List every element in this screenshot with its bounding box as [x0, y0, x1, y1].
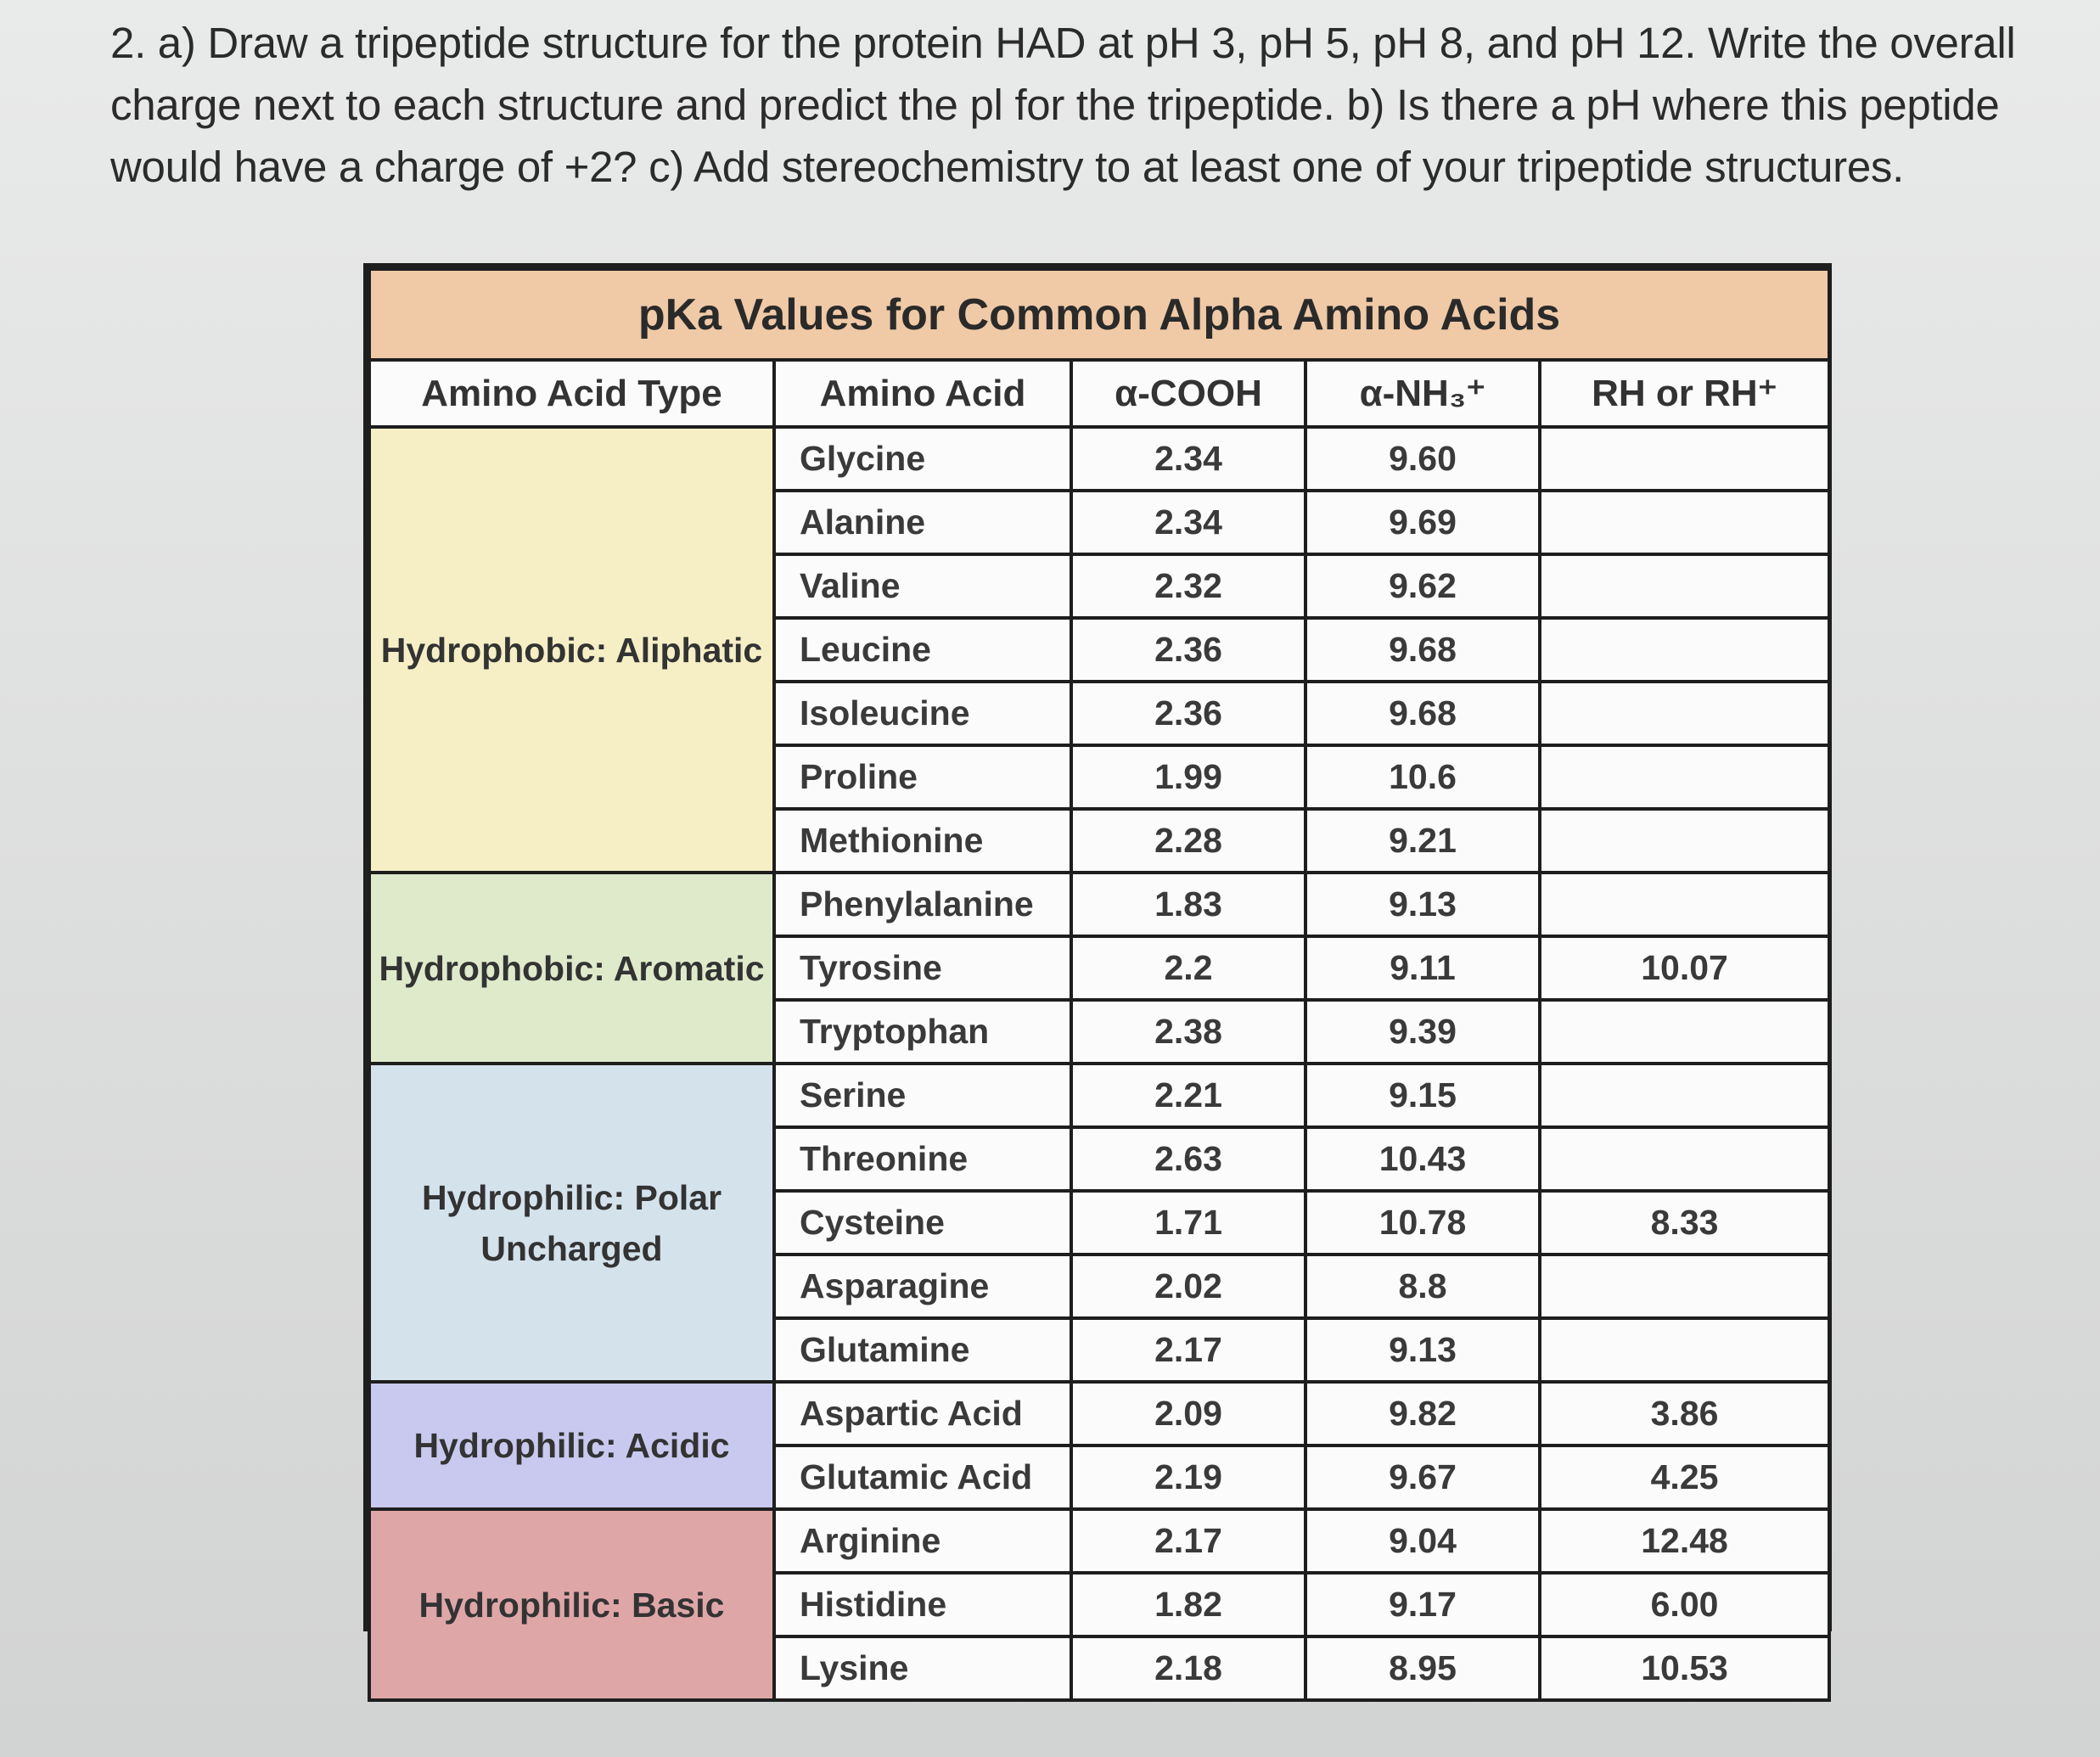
alpha-nh3-cell: 9.67 — [1305, 1445, 1540, 1509]
amino-acid-name-cell: Phenylalanine — [774, 873, 1071, 936]
alpha-cooh-cell: 1.83 — [1071, 873, 1305, 936]
alpha-nh3-cell: 9.68 — [1305, 682, 1540, 745]
amino-acid-name-cell: Cysteine — [774, 1191, 1071, 1255]
alpha-cooh-cell: 2.28 — [1071, 809, 1305, 873]
amino-acid-name-cell: Lysine — [774, 1636, 1071, 1700]
rh-cell — [1540, 809, 1829, 873]
rh-cell — [1540, 873, 1829, 936]
rh-cell — [1540, 491, 1829, 554]
alpha-cooh-cell: 2.63 — [1071, 1127, 1305, 1191]
alpha-nh3-cell: 10.6 — [1305, 745, 1540, 809]
amino-acid-name-cell: Alanine — [774, 491, 1071, 554]
amino-acid-name-cell: Tyrosine — [774, 936, 1071, 1000]
alpha-nh3-cell: 9.04 — [1305, 1509, 1540, 1573]
alpha-nh3-cell: 9.13 — [1305, 873, 1540, 936]
table-title: pKa Values for Common Alpha Amino Acids — [369, 269, 1829, 360]
table-row — [369, 1509, 1829, 1573]
column-header-type: Amino Acid Type — [369, 360, 774, 427]
alpha-cooh-cell: 2.19 — [1071, 1445, 1305, 1509]
alpha-cooh-cell: 2.2 — [1071, 936, 1305, 1000]
column-header-alpha-cooh: α-COOH — [1071, 360, 1305, 427]
alpha-cooh-cell: 2.38 — [1071, 1000, 1305, 1064]
amino-acid-type-cell: Hydrophobic: Aromatic — [369, 873, 774, 1064]
alpha-cooh-cell: 2.02 — [1071, 1255, 1305, 1318]
alpha-nh3-cell: 9.82 — [1305, 1382, 1540, 1445]
rh-cell — [1540, 1064, 1829, 1127]
amino-acid-name-cell: Histidine — [774, 1573, 1071, 1636]
rh-cell — [1540, 682, 1829, 745]
alpha-cooh-cell: 2.34 — [1071, 491, 1305, 554]
column-header-amino-acid: Amino Acid — [774, 360, 1071, 427]
amino-acid-name-cell: Proline — [774, 745, 1071, 809]
amino-acid-name-cell: Arginine — [774, 1509, 1071, 1573]
amino-acid-name-cell: Tryptophan — [774, 1000, 1071, 1064]
pka-table — [363, 263, 1832, 1687]
amino-acid-name-cell: Glutamine — [774, 1318, 1071, 1382]
alpha-cooh-cell: 1.82 — [1071, 1573, 1305, 1636]
amino-acid-name-cell: Threonine — [774, 1127, 1071, 1191]
rh-cell — [1540, 1318, 1829, 1382]
alpha-nh3-cell: 9.11 — [1305, 936, 1540, 1000]
question-line: charge next to each structure and predict the pl for the tripeptide. b) Is there a pH where this peptide — [110, 81, 2000, 129]
alpha-cooh-cell: 2.17 — [1071, 1318, 1305, 1382]
rh-cell: 6.00 — [1540, 1573, 1829, 1636]
column-header-alpha-nh3: α-NH₃⁺ — [1305, 360, 1540, 427]
amino-acid-name-cell: Isoleucine — [774, 682, 1071, 745]
amino-acid-name-cell: Methionine — [774, 809, 1071, 873]
rh-cell — [1540, 1000, 1829, 1064]
rh-cell: 10.07 — [1540, 936, 1829, 1000]
alpha-cooh-cell: 1.99 — [1071, 745, 1305, 809]
alpha-cooh-cell: 2.17 — [1071, 1509, 1305, 1573]
rh-cell — [1540, 1255, 1829, 1318]
alpha-nh3-cell: 8.8 — [1305, 1255, 1540, 1318]
alpha-nh3-cell: 9.60 — [1305, 427, 1540, 491]
alpha-cooh-cell: 2.21 — [1071, 1064, 1305, 1127]
rh-cell: 3.86 — [1540, 1382, 1829, 1445]
rh-cell: 12.48 — [1540, 1509, 1829, 1573]
rh-cell — [1540, 1127, 1829, 1191]
rh-cell — [1540, 554, 1829, 618]
alpha-cooh-cell: 2.36 — [1071, 682, 1305, 745]
pka-table-grid — [368, 267, 1831, 1702]
amino-acid-type-cell: Hydrophilic: Basic — [369, 1509, 774, 1700]
alpha-cooh-cell: 2.34 — [1071, 427, 1305, 491]
alpha-cooh-cell: 1.71 — [1071, 1191, 1305, 1255]
alpha-nh3-cell: 9.68 — [1305, 618, 1540, 682]
column-header-rh: RH or RH⁺ — [1540, 360, 1829, 427]
alpha-cooh-cell: 2.36 — [1071, 618, 1305, 682]
question-line: 2. a) Draw a tripeptide structure for the protein HAD at pH 3, pH 5, pH 8, and pH 12. Write the overall — [110, 19, 2016, 67]
rh-cell — [1540, 618, 1829, 682]
rh-cell: 4.25 — [1540, 1445, 1829, 1509]
table-row — [369, 873, 1829, 936]
alpha-nh3-cell: 8.95 — [1305, 1636, 1540, 1700]
rh-cell — [1540, 427, 1829, 491]
rh-cell — [1540, 745, 1829, 809]
alpha-nh3-cell: 10.43 — [1305, 1127, 1540, 1191]
alpha-nh3-cell: 9.21 — [1305, 809, 1540, 873]
table-row — [369, 1382, 1829, 1445]
rh-cell: 10.53 — [1540, 1636, 1829, 1700]
alpha-nh3-cell: 9.17 — [1305, 1573, 1540, 1636]
amino-acid-name-cell: Glutamic Acid — [774, 1445, 1071, 1509]
amino-acid-name-cell: Glycine — [774, 427, 1071, 491]
alpha-cooh-cell: 2.32 — [1071, 554, 1305, 618]
amino-acid-type-cell: Hydrophilic: Polar Uncharged — [369, 1064, 774, 1382]
table-row — [369, 427, 1829, 491]
amino-acid-name-cell: Valine — [774, 554, 1071, 618]
alpha-nh3-cell: 9.39 — [1305, 1000, 1540, 1064]
amino-acid-name-cell: Serine — [774, 1064, 1071, 1127]
amino-acid-name-cell: Leucine — [774, 618, 1071, 682]
alpha-nh3-cell: 9.62 — [1305, 554, 1540, 618]
alpha-nh3-cell: 9.15 — [1305, 1064, 1540, 1127]
alpha-nh3-cell: 9.69 — [1305, 491, 1540, 554]
question-line: would have a charge of +2? c) Add stereochemistry to at least one of your tripeptide structures. — [110, 143, 1904, 191]
amino-acid-name-cell: Aspartic Acid — [774, 1382, 1071, 1445]
amino-acid-name-cell: Asparagine — [774, 1255, 1071, 1318]
alpha-cooh-cell: 2.18 — [1071, 1636, 1305, 1700]
rh-cell: 8.33 — [1540, 1191, 1829, 1255]
table-row — [369, 1064, 1829, 1127]
alpha-nh3-cell: 9.13 — [1305, 1318, 1540, 1382]
question-text — [110, 12, 2020, 198]
alpha-nh3-cell: 10.78 — [1305, 1191, 1540, 1255]
amino-acid-type-cell: Hydrophobic: Aliphatic — [369, 427, 774, 873]
alpha-cooh-cell: 2.09 — [1071, 1382, 1305, 1445]
amino-acid-type-cell: Hydrophilic: Acidic — [369, 1382, 774, 1509]
